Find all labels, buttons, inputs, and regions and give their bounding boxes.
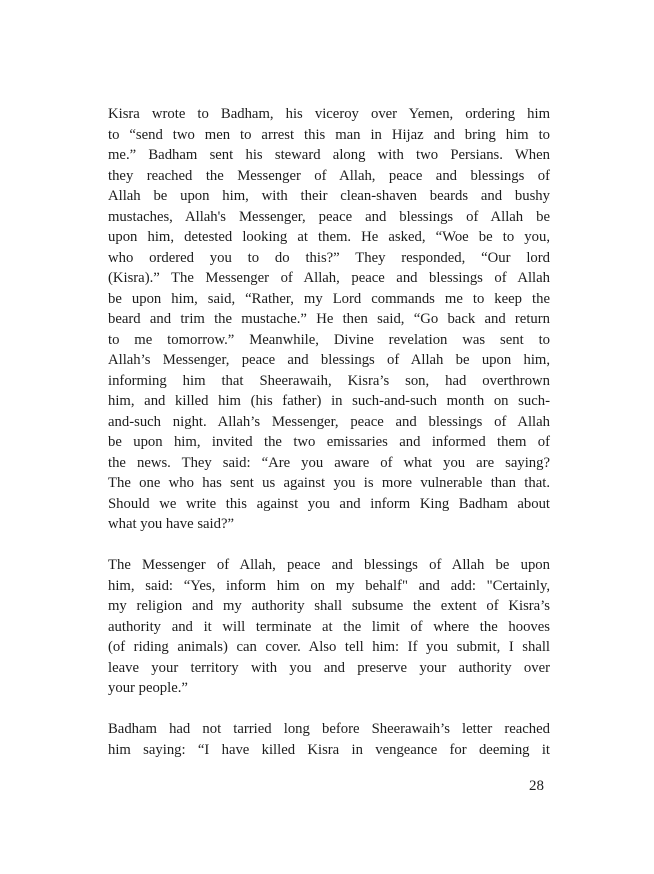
text-line: who ordered you to do this?” They responded, “Our lord [108,249,550,266]
paragraph [108,555,550,699]
text-line: be upon him, said, “Rather, my Lord commands me to keep the [108,290,550,307]
text-line: be upon him, invited the two emissaries and informed them of [108,434,550,450]
text-line: him saying: “I have killed Kisra in vengeance for deeming it [108,741,550,758]
text-line: him, said: “Yes, inform him on my behalf" and add: "Certainly, [108,577,550,594]
text-line: Allah be upon him, with their clean-shaven beards and bushy [108,188,550,204]
text-line: informing him that Sheerawaih, Kisra’s son, had overthrown [108,372,550,389]
text-line: upon him, detested looking at them. He asked, “Woe be to you, [108,229,550,245]
text-line: authority and it will terminate at the limit of where the hooves [108,618,550,635]
text-line: the news. They said: “Are you aware of what you are saying? [108,454,550,471]
text-line: mustaches, Allah's Messenger, peace and blessings of Allah be [108,208,550,225]
page-number: 28 [529,778,544,794]
paragraph [108,104,550,535]
text-line: and-such night. Allah’s Messenger, peace and blessings of Allah [108,413,550,430]
text-line: (of riding animals) can cover. Also tell him: If you submit, I shall [108,639,550,655]
text-line: beard and trim the mustache.” He then said, “Go back and return [108,311,550,327]
page-text [108,104,550,781]
text-line: Badham had not tarried long before Sheerawaih’s letter reached [108,721,550,737]
text-line: your people.” [108,680,188,696]
text-line: Should we write this against you and inform King Badham about [108,495,550,512]
text-line: Kisra wrote to Badham, his viceroy over Yemen, ordering him [108,106,550,122]
text-line: my religion and my authority shall subsume the extent of Kisra’s [108,598,550,614]
text-line: The Messenger of Allah, peace and blessings of Allah be upon [108,557,550,573]
text-line: (Kisra).” The Messenger of Allah, peace and blessings of Allah [108,270,550,286]
text-line: The one who has sent us against you is more vulnerable than that. [108,475,550,491]
text-line: to me tomorrow.” Meanwhile, Divine revelation was sent to [108,331,550,348]
text-line: to “send two men to arrest this man in Hijaz and bring him to [108,126,550,143]
text-line: what you have said?” [108,516,235,532]
text-line: Allah’s Messenger, peace and blessings of Allah be upon him, [108,352,550,368]
paragraph [108,719,550,760]
text-line: him, and killed him (his father) in such-and-such month on such- [108,393,550,409]
text-line: leave your territory with you and preserve your authority over [108,659,550,676]
text-line: they reached the Messenger of Allah, peace and blessings of [108,167,550,184]
text-line: me.” Badham sent his steward along with two Persians. When [108,147,550,163]
